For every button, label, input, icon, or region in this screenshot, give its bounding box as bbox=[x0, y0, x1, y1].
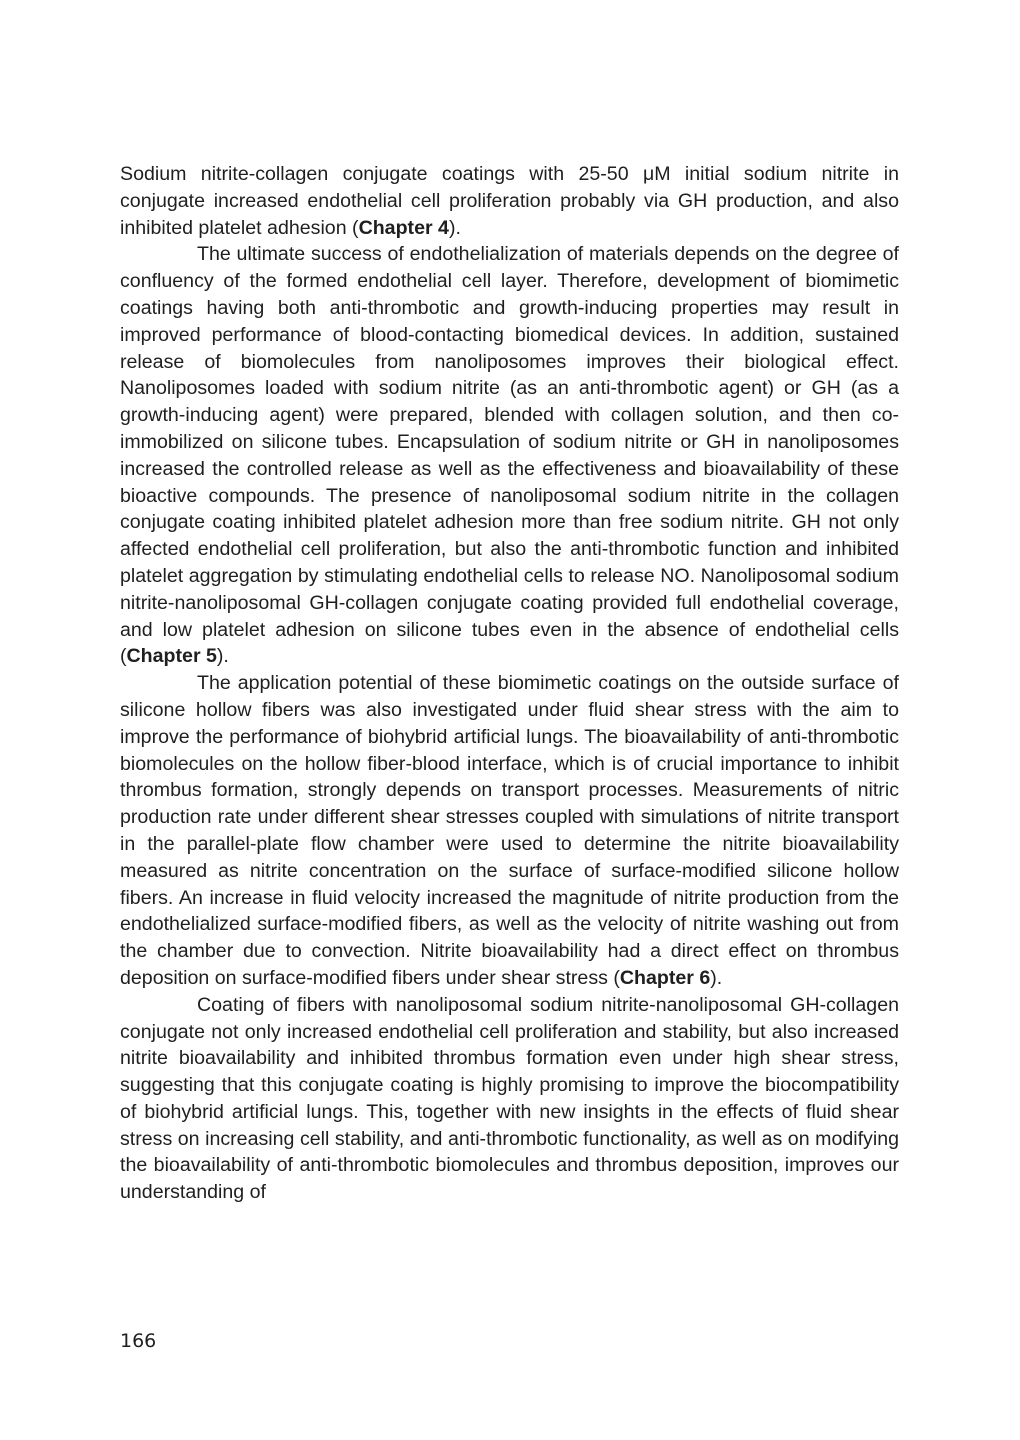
paragraph-3-tail: ). bbox=[710, 966, 723, 989]
chapter-6-reference: Chapter 6 bbox=[619, 966, 711, 989]
paragraph-3 bbox=[120, 670, 899, 992]
paragraph-1 bbox=[120, 161, 899, 241]
paragraph-2-tail: ). bbox=[216, 645, 229, 668]
paragraph-4 bbox=[120, 992, 899, 1206]
chapter-4-reference: Chapter 4 bbox=[358, 216, 449, 239]
paragraph-2-text: The ultimate success of endothelialization of materials depends on the degree of confluency of the formed endothelial cell layer. Therefore, development of biomimetic coatings having both anti-thrombotic and growth-inducing properties may result in improved performance of blood-contacting biomedical devices. In addition, sustained release of biomolecules from nanoliposomes improves their biological effect. Nanoliposomes loaded with sodium nitrite (as an anti-thrombotic agent) or GH (as a growth-inducing agent) were prepared, blended with collagen solution, and then co-immobilized on silicone tubes. Encapsulation of sodium nitrite or GH in nanoliposomes increased the controlled release as well as the effectiveness and bioavailability of these bioactive compounds. The presence of nanoliposomal sodium nitrite in the collagen conjugate coating inhibited platelet adhesion more than free sodium nitrite. GH not only affected endothelial cell proliferation, but also the anti-thrombotic function and inhibited platelet aggregation by stimulating endothelial cells to release NO. Nanoliposomal sodium nitrite-nanoliposomal GH-collagen conjugate coating provided full endothelial coverage, and low platelet adhesion on silicone tubes even in the absence of endothelial cells ( bbox=[120, 243, 899, 668]
chapter-5-reference: Chapter 5 bbox=[126, 645, 217, 668]
paragraph-4-text: Coating of fibers with nanoliposomal sodium nitrite-nanoliposomal GH-collagen conjugate not only increased endothelial cell proliferation and stability, but also increased nitrite bioavailability and inhibited thrombus formation even under high shear stress, suggesting that this conjugate coating is highly promising to improve the biocompatibility of biohybrid artificial lungs. This, together with new insights in the effects of fluid shear stress on increasing cell stability, and anti-thrombotic functionality, as well as on modifying the bioavailability of anti-thrombotic biomolecules and thrombus deposition, improves our understanding of bbox=[120, 993, 899, 1204]
paragraph-1-text: Sodium nitrite-collagen conjugate coatings with 25-50 μM initial sodium nitrite in conjugate increased endothelial cell proliferation probably via GH production, and also inhibited platelet adhesion ( bbox=[120, 163, 899, 239]
body-text bbox=[120, 161, 899, 1206]
page-number: 166 bbox=[120, 1330, 157, 1352]
paragraph-3-text: The application potential of these biomimetic coatings on the outside surface of silicone hollow fibers was also investigated under fluid shear stress with the aim to improve the performance of biohybrid artificial lungs. The bioavailability of anti-thrombotic biomolecules on the hollow fiber-blood interface, which is of crucial importance to inhibit thrombus formation, strongly depends on transport processes. Measurements of nitric production rate under different shear stresses coupled with simulations of nitrite transport in the parallel-plate flow chamber were used to determine the nitrite bioavailability measured as nitrite concentration on the surface of surface-modified silicone hollow fibers. An increase in fluid velocity increased the magnitude of nitrite production from the endothelialized surface-modified fibers, as well as the velocity of nitrite washing out from the chamber due to convection. Nitrite bioavailability had a direct effect on thrombus deposition on surface-modified fibers under shear stress ( bbox=[120, 672, 899, 989]
paragraph-2 bbox=[120, 241, 899, 670]
paragraph-1-tail: ). bbox=[448, 216, 461, 239]
